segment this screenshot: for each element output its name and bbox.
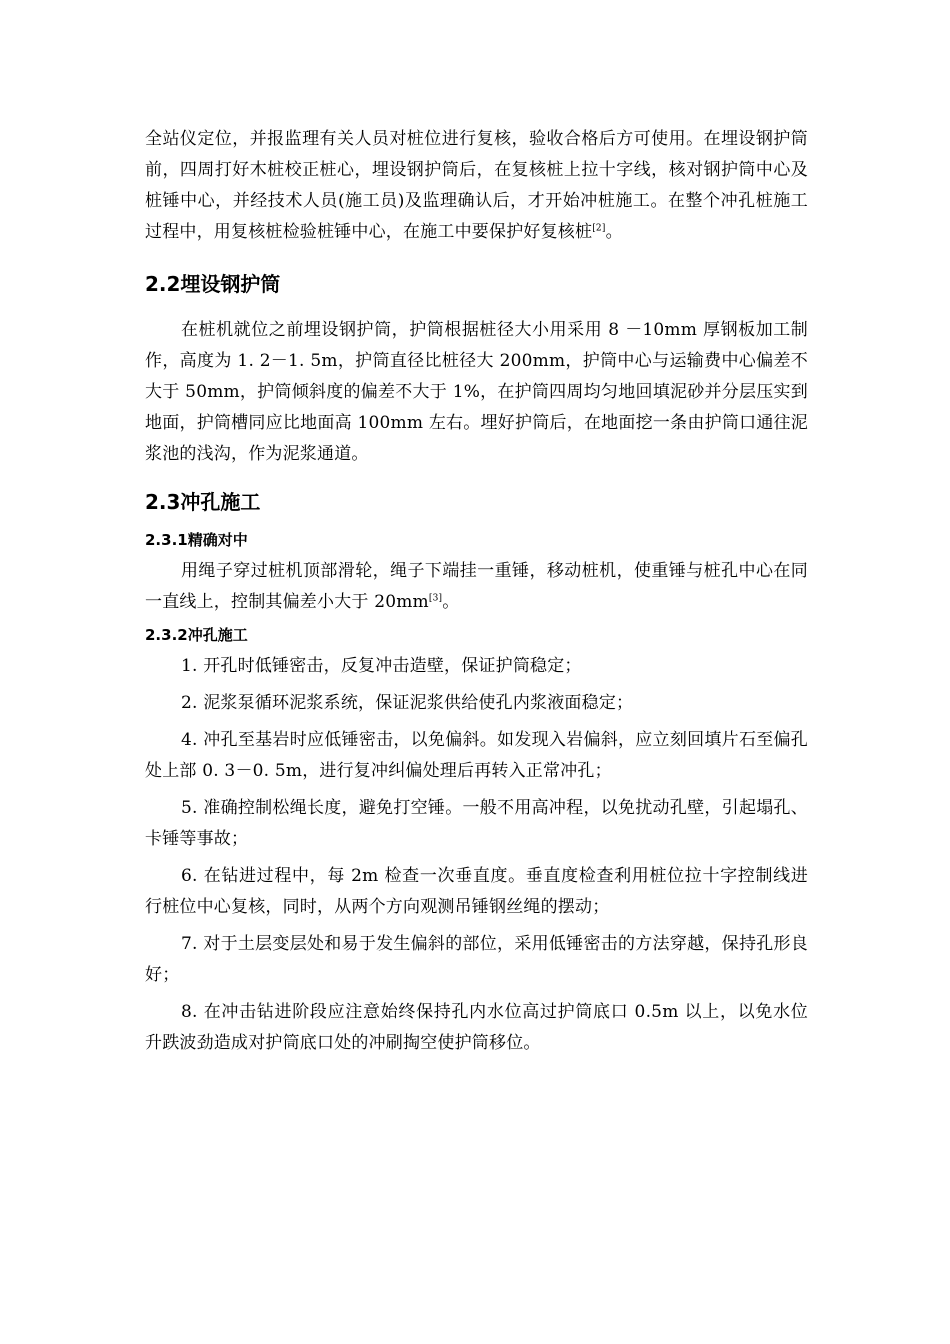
heading-2-3: 2.3冲孔施工	[145, 490, 261, 514]
section-2-3-1-text: 用绳子穿过桩机顶部滑轮，绳子下端挂一重锤，移动桩机，使重锤与桩孔中心在同一直线上，控制其偏差小大于 20mm	[145, 561, 808, 612]
citation-2[interactable]: [2]	[592, 223, 606, 234]
section-2-3-1-paragraph	[145, 556, 808, 618]
list-item: 2. 泥浆泵循环泥浆系统，保证泥浆供给使孔内浆液面稳定；	[181, 693, 634, 713]
intro-paragraph	[145, 124, 808, 248]
list-item: 6. 在钻进过程中，每 2m 检查一次垂直度。垂直度检查利用桩位拉十字控制线进行桩位中心复核，同时，从两个方向观测吊锤钢丝绳的摆动；	[145, 866, 808, 917]
intro-text: 全站仪定位，并报监理有关人员对桩位进行复核，验收合格后方可使用。在埋设钢护筒前，四周打好木桩校正桩心，埋设钢护筒后，在复核桩上拉十字线，核对钢护筒中心及桩锤中心，并经技术人员(施工员)及监理确认后，才开始冲桩施工。在整个冲孔桩施工过程中，用复核桩检验桩锤中心，在施工中要保护好复核桩	[145, 129, 808, 242]
citation-3[interactable]: [3]	[428, 593, 443, 604]
section-2-2-paragraph: 在桩机就位之前埋设钢护筒，护筒根据桩径大小用采用 8 －10mm 厚钢板加工制作，高度为 1. 2－1. 5m，护筒直径比桩径大 200mm，护筒中心与运输费中心偏差不大于 50mm，护筒倾斜度的偏差不大于 1%，在护筒四周均匀地回填泥砂并分层压实到地面，护筒槽同应比地面高 100mm 左右。埋好护筒后，在地面挖一条由护筒口通往泥浆池的浅沟，作为泥浆通道。	[145, 320, 808, 464]
list-item: 5. 准确控制松绳长度，避免打空锤。一般不用高冲程，以免扰动孔壁，引起塌孔、卡锤等事故；	[145, 798, 808, 849]
intro-tail: 。	[605, 222, 623, 242]
section-2-3-1-tail: 。	[442, 592, 460, 612]
heading-2-3-1: 2.3.1精确对中	[145, 531, 248, 549]
document-page	[145, 124, 808, 1059]
list-item: 8. 在冲击钻进阶段应注意始终保持孔内水位高过护筒底口 0.5m 以上，以免水位升跌波劲造成对护筒底口处的冲刷掏空使护筒移位。	[145, 1002, 808, 1053]
heading-2-3-2: 2.3.2冲孔施工	[145, 626, 248, 644]
list-item: 1. 开孔时低锤密击，反复冲击造壁，保证护筒稳定；	[181, 656, 582, 676]
list-item: 7. 对于土层变层处和易于发生偏斜的部位，采用低锤密击的方法穿越，保持孔形良好；	[145, 934, 808, 985]
list-item: 4. 冲孔至基岩时应低锤密击，以免偏斜。如发现入岩偏斜，应立刻回填片石至偏孔处上部 0. 3－0. 5m，进行复冲纠偏处理后再转入正常冲孔；	[145, 730, 808, 781]
heading-2-2: 2.2埋设钢护筒	[145, 272, 281, 296]
